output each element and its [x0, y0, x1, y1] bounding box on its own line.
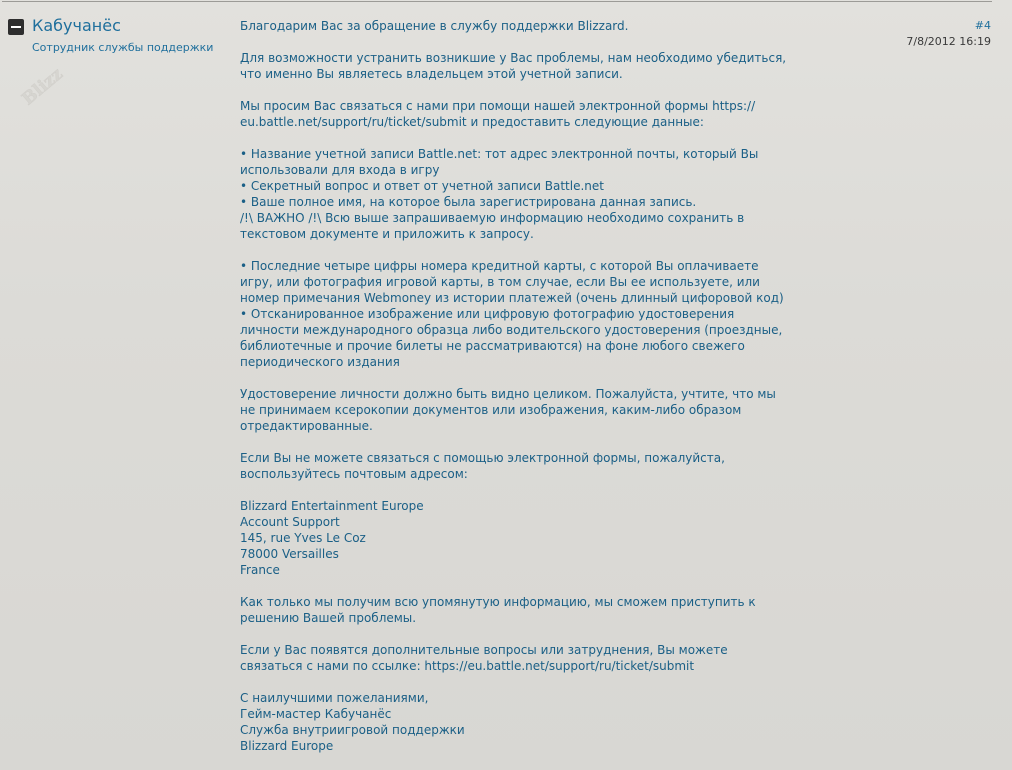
- post-number-link[interactable]: #4: [974, 19, 991, 32]
- paragraph-gap: [240, 242, 780, 258]
- post-text-line: • Отсканированное изображение или цифровую фотографию удостоверения: [240, 307, 735, 321]
- post-text-line: • Название учетной записи Battle.net: тот адрес электронной почты, который Вы: [240, 147, 759, 161]
- post-text-line: Удостоверение личности должно быть видно целиком. Пожалуйста, учтите, что мы: [240, 387, 776, 401]
- post-divider: [2, 1, 992, 2]
- post-text-line: Blizzard Europe: [240, 739, 334, 753]
- post-text-line: игру, или фотография игровой карты, в том случае, если Вы ее используете, или: [240, 275, 760, 289]
- blizzard-watermark-icon: [10, 54, 74, 118]
- post-text-line: Blizzard Entertainment Europe: [240, 499, 424, 513]
- post-text-line: решению Вашей проблемы.: [240, 611, 417, 625]
- post-text-line: использовали для входа в игру: [240, 163, 440, 177]
- post-text-line: Как только мы получим всю упомянутую информацию, мы сможем приступить к: [240, 595, 756, 609]
- post-text-line: что именно Вы являетесь владельцем этой учетной записи.: [240, 67, 623, 81]
- post-text-line: Если у Вас появятся дополнительные вопросы или затруднения, Вы можете: [240, 643, 728, 657]
- post-text-line: eu.battle.net/support/ru/ticket/submit и предоставить следующие данные:: [240, 115, 704, 129]
- svg-text:Blizz: Blizz: [18, 64, 67, 110]
- post-meta: [906, 18, 991, 50]
- post-text-line: • Последние четыре цифры номера кредитной карты, с которой Вы оплачиваете: [240, 259, 759, 273]
- post-text-line: личности международного образца либо водительского удостоверения (проездные,: [240, 323, 783, 337]
- paragraph-gap: [240, 674, 780, 690]
- paragraph-gap: [240, 578, 780, 594]
- post-text-line: Служба внутриигровой поддержки: [240, 723, 465, 737]
- post-text-line: Для возможности устранить возникшие у Вас проблемы, нам необходимо убедиться,: [240, 51, 787, 65]
- post-text-line: периодического издания: [240, 355, 400, 369]
- post-text-line: • Ваше полное имя, на которое была зарегистрирована данная запись.: [240, 195, 697, 209]
- post-text-line: текстовом документе и приложить к запросу.: [240, 227, 534, 241]
- post-text-line: • Секретный вопрос и ответ от учетной записи Battle.net: [240, 179, 604, 193]
- collapse-icon[interactable]: [8, 19, 24, 35]
- post-text-line: не принимаем ксерокопии документов или изображения, каким-либо образом: [240, 403, 742, 417]
- paragraph-gap: [240, 482, 780, 498]
- post-text-line: 145, rue Yves Le Coz: [240, 531, 366, 545]
- post-date: 7/8/2012 16:19: [906, 35, 991, 48]
- post-text-line: Мы просим Вас связаться с нами при помощи нашей электронной формы https://: [240, 99, 756, 113]
- post-text-line: воспользуйтесь почтовым адресом:: [240, 467, 468, 481]
- post-text-line: Account Support: [240, 515, 340, 529]
- paragraph-gap: [240, 34, 780, 50]
- post-body: [240, 18, 787, 754]
- post-text-line: 78000 Versailles: [240, 547, 339, 561]
- post-text-line: Если Вы не можете связаться с помощью электронной формы, пожалуйста,: [240, 451, 725, 465]
- author-name-link[interactable]: Кабучанёс: [32, 16, 121, 35]
- paragraph-gap: [240, 130, 780, 146]
- post-text-line: /!\ ВАЖНО /!\ Всю выше запрашиваемую информацию необходимо сохранить в: [240, 211, 745, 225]
- post-text-line: отредактированные.: [240, 419, 373, 433]
- post-text-line: библиотечные и прочие билеты не рассматриваются) на фоне любого свежего: [240, 339, 745, 353]
- post-text-line: связаться с нами по ссылке: https://eu.battle.net/support/ru/ticket/submit: [240, 659, 695, 673]
- author-role: Сотрудник службы поддержки: [32, 41, 214, 54]
- post-text-line: Гейм-мастер Кабучанёс: [240, 707, 392, 721]
- paragraph-gap: [240, 626, 780, 642]
- post-text-line: С наилучшими пожеланиями,: [240, 691, 429, 705]
- post-text-line: номер примечания Webmoney из истории платежей (очень длинный цифоровой код): [240, 291, 784, 305]
- post-author-panel: [8, 18, 223, 158]
- paragraph-gap: [240, 434, 780, 450]
- post-text-line: France: [240, 563, 280, 577]
- post-text-line: Благодарим Вас за обращение в службу поддержки Blizzard.: [240, 19, 629, 33]
- paragraph-gap: [240, 370, 780, 386]
- paragraph-gap: [240, 82, 780, 98]
